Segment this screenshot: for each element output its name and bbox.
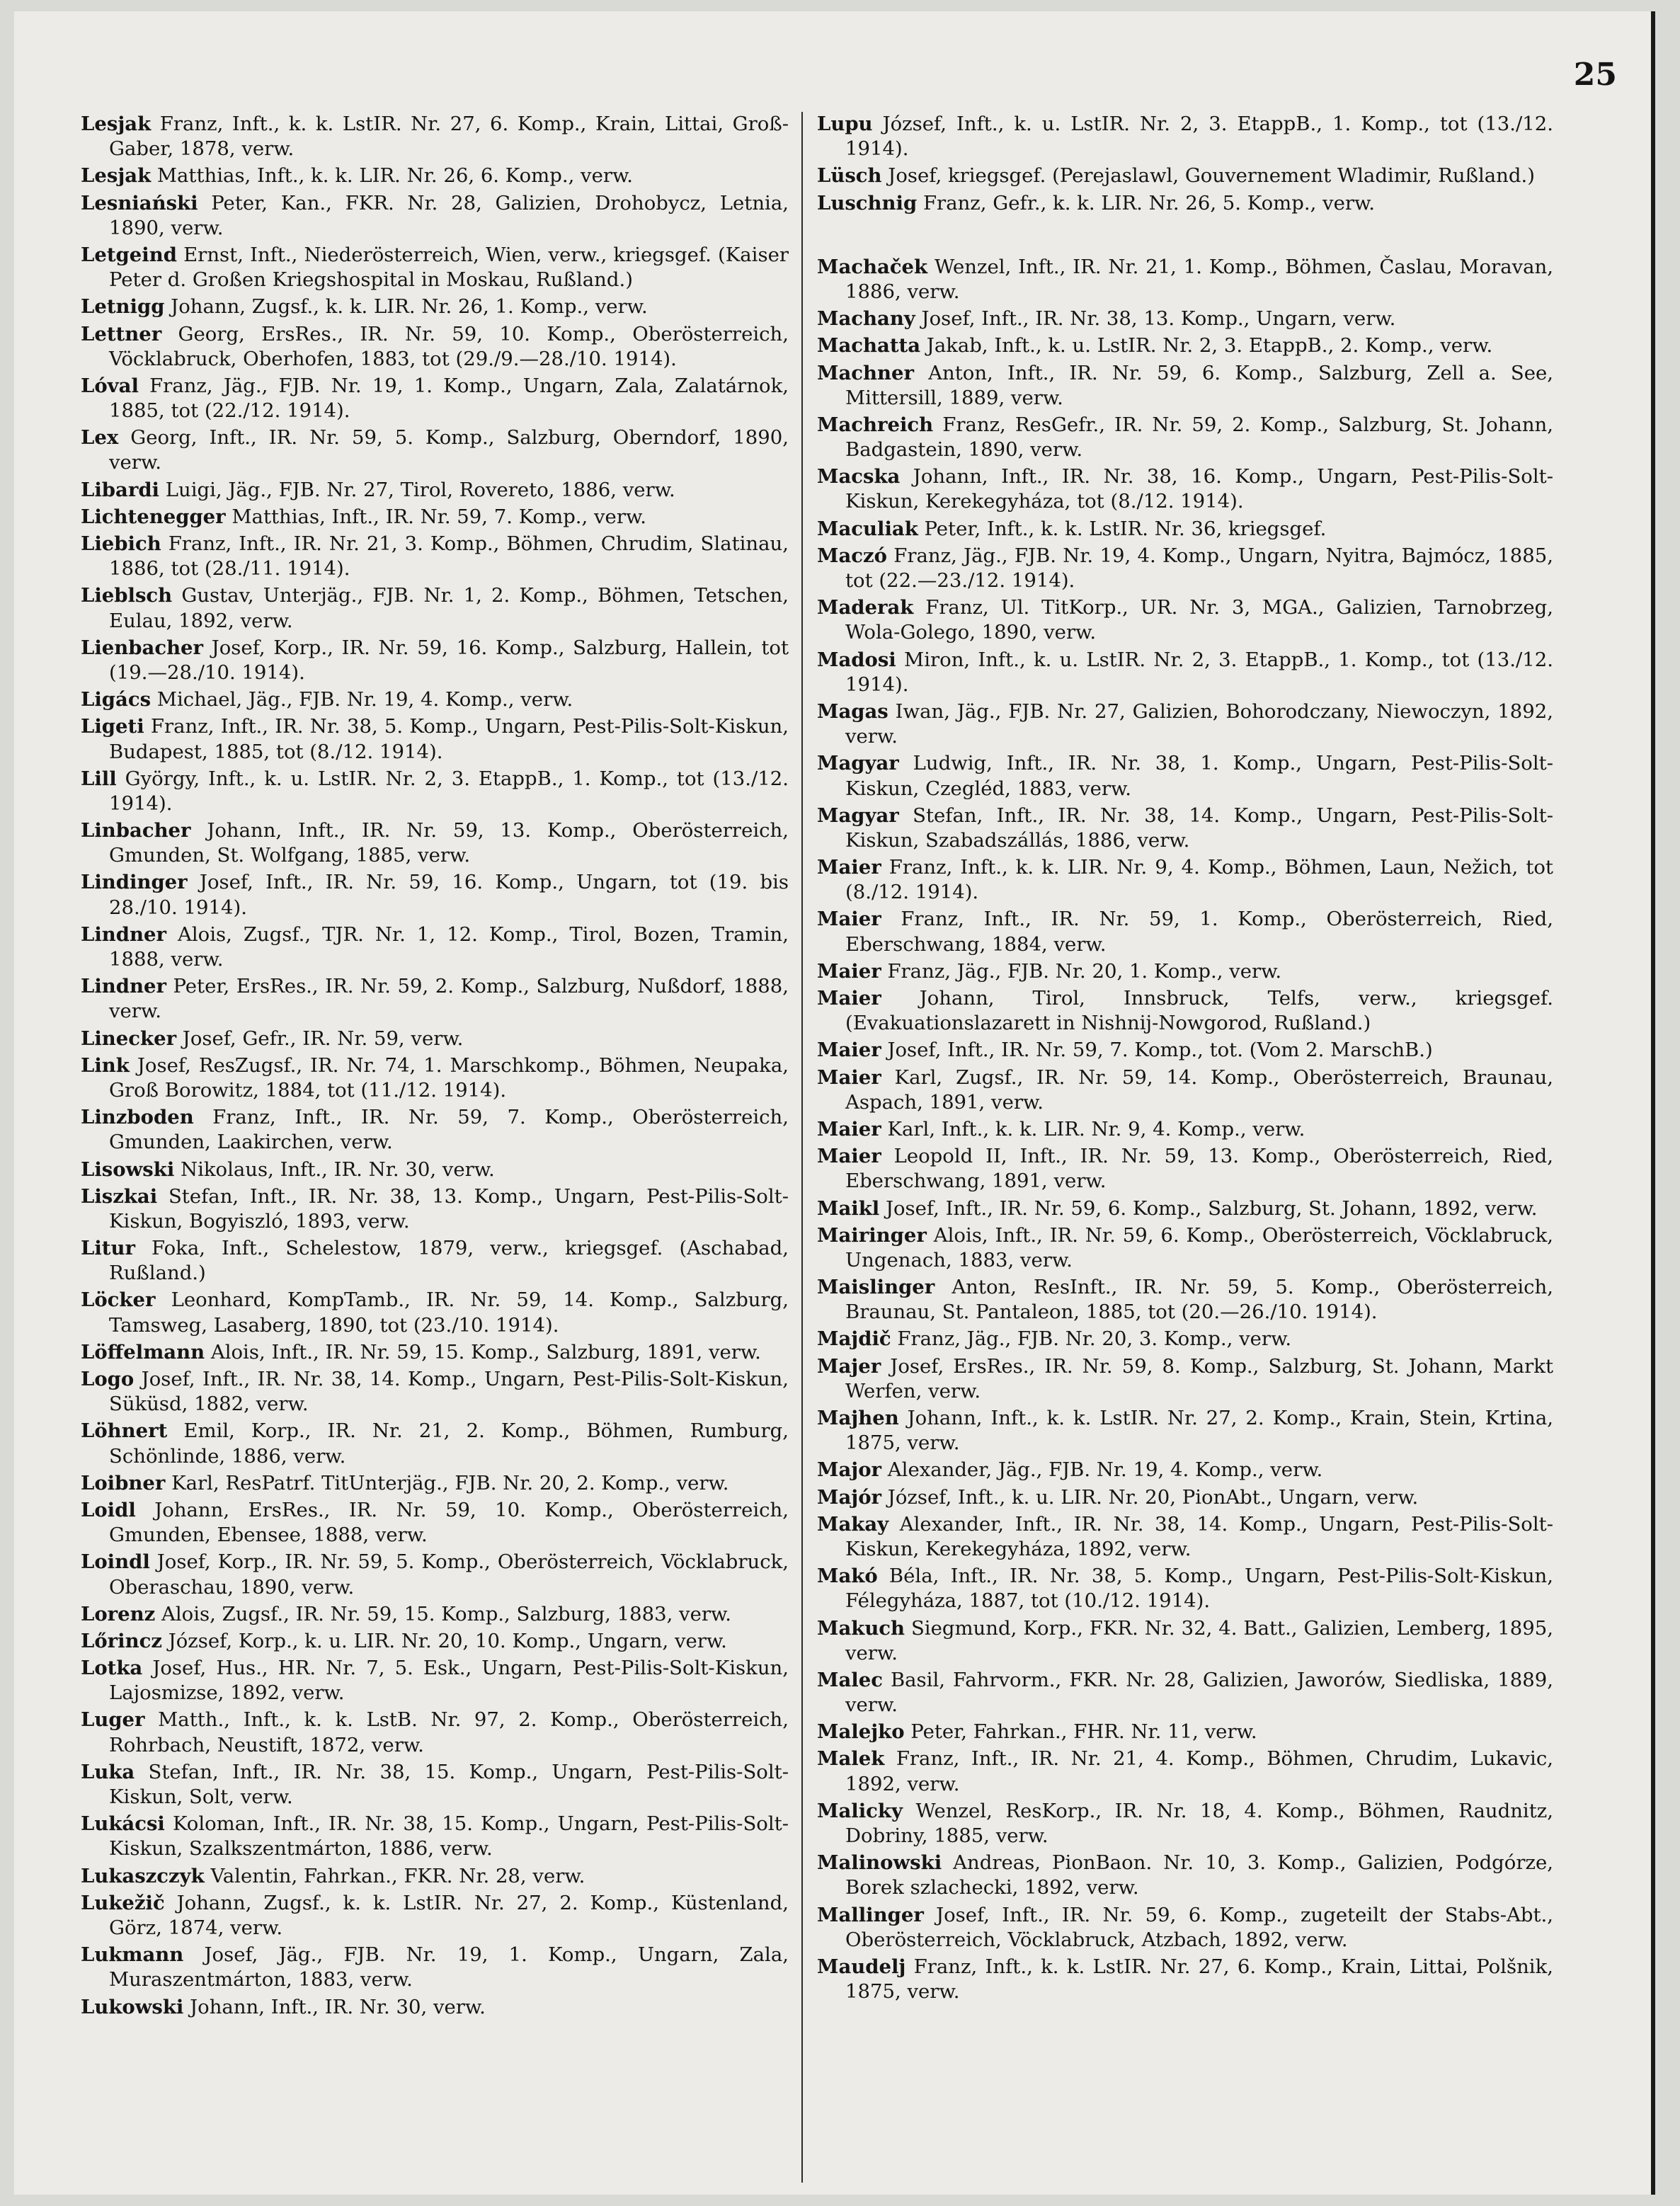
entry-details: Johann, ErsRes., IR. Nr. 59, 10. Komp., Oberösterreich, Gmunden, Ebensee, 1888, verw. (109, 1498, 789, 1547)
entry-surname: Maier (817, 1065, 881, 1089)
register-entry (81, 1656, 789, 1705)
entry-surname: Majór (817, 1485, 882, 1509)
entry-surname: Lukmann (81, 1943, 184, 1967)
entry-surname: Liszkai (81, 1184, 158, 1208)
register-entry (81, 1236, 789, 1286)
register-entry (817, 1327, 1553, 1351)
entry-details: Stefan, Inft., IR. Nr. 38, 15. Komp., Ungarn, Pest-Pilis-Solt-Kiskun, Solt, verw. (109, 1760, 789, 1808)
register-entry (817, 1799, 1553, 1848)
entry-surname: Machaček (817, 255, 928, 278)
register-entry (81, 1498, 789, 1548)
register-entry (817, 112, 1553, 161)
register-entry (817, 699, 1553, 749)
register-entry (817, 1196, 1553, 1221)
entry-details: Josef, Inft., IR. Nr. 59, 6. Komp., zugeteilt der Stabs-Abt., Oberösterreich, Vöcklabruck, Atzbach, 1892, verw. (845, 1903, 1553, 1951)
entry-surname: Machreich (817, 413, 934, 436)
entry-details: József, Inft., k. u. LstIR. Nr. 2, 3. EtappB., 1. Komp., tot (13./12. 1914). (845, 113, 1553, 161)
entry-details: Johann, Zugsf., k. k. LstIR. Nr. 27, 2. Komp., Küstenland, Görz, 1874, verw. (109, 1891, 789, 1939)
entry-details: Karl, Zugsf., IR. Nr. 59, 14. Komp., Oberösterreich, Braunau, Aspach, 1891, verw. (845, 1065, 1553, 1114)
entry-surname: Löffelmann (81, 1340, 205, 1364)
entry-surname: Machany (817, 307, 915, 331)
entry-details: Georg, Inft., IR. Nr. 59, 5. Komp., Salzburg, Oberndorf, 1890, verw. (109, 426, 789, 474)
register-entry (81, 1943, 789, 1992)
entry-details: Alois, Inft., IR. Nr. 59, 6. Komp., Oberösterreich, Vöcklabruck, Ungenach, 1883, verw. (845, 1223, 1553, 1271)
entry-details: Michael, Jäg., FJB. Nr. 19, 4. Komp., verw. (151, 688, 573, 711)
entry-details: Josef, Korp., IR. Nr. 59, 5. Komp., Oberösterreich, Vöcklabruck, Oberaschau, 1890, verw. (109, 1550, 789, 1599)
register-entry (817, 1144, 1553, 1194)
entry-details: Peter, Kan., FKR. Nr. 28, Galizien, Drohobycz, Letnia, 1890, verw. (109, 191, 789, 239)
entry-surname: Linbacher (81, 819, 191, 842)
column-divider (801, 112, 803, 2183)
entry-surname: Loindl (81, 1550, 150, 1574)
entry-surname: Lukežič (81, 1891, 165, 1914)
entry-details: Koloman, Inft., IR. Nr. 38, 15. Komp., Ungarn, Pest-Pilis-Solt-Kiskun, Szalkszentmárton, 1886, verw. (109, 1812, 789, 1861)
entry-details: Johann, Inft., IR. Nr. 59, 13. Komp., Oberösterreich, Gmunden, St. Wolfgang, 1885, verw. (109, 819, 789, 867)
entry-surname: Lukowski (81, 1995, 184, 2018)
entry-surname: Magyar (817, 752, 899, 775)
entry-details: Nikolaus, Inft., IR. Nr. 30, verw. (174, 1158, 495, 1181)
register-entry (817, 1065, 1553, 1115)
entry-details: Peter, ErsRes., IR. Nr. 59, 2. Komp., Salzburg, Nußdorf, 1888, verw. (109, 975, 789, 1023)
entry-details: Stefan, Inft., IR. Nr. 38, 14. Komp., Ungarn, Pest-Pilis-Solt-Kiskun, Szabadszállás, 1886, verw. (845, 804, 1553, 852)
right-column (817, 112, 1553, 2193)
entry-surname: Letgeind (81, 243, 177, 266)
entry-details: Gustav, Unterjäg., FJB. Nr. 1, 2. Komp., Böhmen, Tetschen, Eulau, 1892, verw. (109, 584, 789, 632)
register-entry (81, 1864, 789, 1889)
register-entry (817, 1851, 1553, 1900)
page-number: 25 (1573, 57, 1617, 93)
entry-surname: Macska (817, 465, 901, 488)
register-entry (817, 1485, 1553, 1510)
entry-surname: Lotka (81, 1657, 143, 1680)
register-entry (817, 751, 1553, 801)
entry-details: Josef, Inft., IR. Nr. 38, 13. Komp., Ungarn, verw. (915, 307, 1396, 331)
entry-details: Franz, Jäg., FJB. Nr. 20, 1. Komp., verw. (881, 959, 1282, 983)
entry-surname: Maier (817, 856, 881, 879)
entry-details: Béla, Inft., IR. Nr. 38, 5. Komp., Ungarn, Pest-Pilis-Solt-Kiskun, Félegyháza, 1887, tot (10./12. 1914). (845, 1565, 1553, 1613)
entry-details: József, Inft., k. u. LIR. Nr. 20, PionAbt., Ungarn, verw. (881, 1485, 1419, 1509)
entry-details: Georg, ErsRes., IR. Nr. 59, 10. Komp., Oberösterreich, Vöcklabruck, Oberhofen, 1883, tot (29./9.—28./10. 1914). (109, 322, 789, 370)
register-entry (817, 1512, 1553, 1562)
register-entry (81, 583, 789, 633)
entry-details: Alexander, Jäg., FJB. Nr. 19, 4. Komp., verw. (881, 1458, 1323, 1482)
register-entry (817, 544, 1553, 593)
entry-details: Anton, ResInft., IR. Nr. 59, 5. Komp., Oberösterreich, Braunau, St. Pantaleon, 1885, tot (20.—26./10. 1914). (845, 1276, 1553, 1324)
register-entry (81, 374, 789, 423)
entry-surname: Lisowski (81, 1158, 175, 1181)
register-entry (81, 1027, 789, 1051)
entry-surname: Makay (817, 1512, 889, 1536)
register-entry (81, 322, 789, 372)
register-entry (817, 1223, 1553, 1273)
register-entry (817, 907, 1553, 956)
entry-surname: Maier (817, 959, 881, 983)
entry-surname: Lupu (817, 113, 873, 135)
register-entry (81, 922, 789, 972)
register-entry (817, 1117, 1553, 1142)
entry-surname: Lindinger (81, 871, 188, 894)
entry-surname: Lex (81, 426, 119, 450)
register-entry (817, 164, 1553, 188)
entry-details: Ernst, Inft., Niederösterreich, Wien, verw., kriegsgef. (Kaiser Peter d. Großen Kriegshospital in Moskau, Rußland.) (109, 243, 789, 292)
entry-details: Franz, Jäg., FJB. Nr. 20, 3. Komp., verw. (891, 1327, 1292, 1351)
entry-details: Wenzel, ResKorp., IR. Nr. 18, 4. Komp., Böhmen, Raudnitz, Dobriny, 1885, verw. (845, 1799, 1553, 1847)
register-entry (81, 505, 789, 530)
entry-surname: Makó (817, 1565, 878, 1588)
register-entry (817, 464, 1553, 514)
entry-details: Leopold II, Inft., IR. Nr. 59, 13. Komp., Oberösterreich, Ried, Eberschwang, 1891, verw. (845, 1145, 1553, 1193)
entry-surname: Lüsch (817, 164, 882, 188)
entry-surname: Löhnert (81, 1419, 168, 1443)
entry-surname: Mairinger (817, 1223, 927, 1247)
entry-surname: Ligeti (81, 715, 144, 738)
entry-details: Josef, kriegsgef. (Perejaslawl, Gouvernement Wladimir, Rußland.) (881, 164, 1535, 188)
entry-surname: Lettner (81, 322, 162, 345)
entry-surname: Maczó (817, 544, 887, 567)
entry-details: Matthias, Inft., k. k. LIR. Nr. 26, 6. Komp., verw. (151, 164, 634, 188)
entry-surname: Malinowski (817, 1851, 942, 1875)
register-entry (817, 1354, 1553, 1404)
register-entry (817, 1903, 1553, 1953)
entry-details: Andreas, PionBaon. Nr. 10, 3. Komp., Galizien, Podgórze, Borek szlachecki, 1892, verw. (845, 1851, 1553, 1899)
entry-details: Johann, Inft., IR. Nr. 30, verw. (183, 1995, 486, 2018)
entry-details: Josef, Jäg., FJB. Nr. 19, 1. Komp., Ungarn, Zala, Muraszentmárton, 1883, verw. (109, 1943, 789, 1991)
entry-surname: Malek (817, 1747, 885, 1771)
entry-surname: Maier (817, 1145, 881, 1168)
document-page (14, 11, 1655, 2195)
entry-surname: Lesniański (81, 191, 198, 215)
register-entry (817, 255, 1553, 304)
entry-surname: Majdič (817, 1327, 891, 1351)
entry-details: Josef, ResZugsf., IR. Nr. 74, 1. Marschkomp., Böhmen, Neupaka, Groß Borowitz, 1884, tot (11./12. 1914). (109, 1053, 789, 1102)
entry-details: Matthias, Inft., IR. Nr. 59, 7. Komp., verw. (225, 505, 646, 528)
entry-details: Peter, Fahrkan., FHR. Nr. 11, verw. (904, 1720, 1257, 1744)
entry-surname: Maikl (817, 1196, 880, 1220)
entry-surname: Malicky (817, 1799, 903, 1822)
entry-surname: Machatta (817, 334, 921, 358)
register-entry (81, 1367, 789, 1417)
entry-surname: Magas (817, 699, 888, 723)
register-entry (81, 1550, 789, 1599)
entry-surname: Link (81, 1053, 130, 1077)
register-entry (81, 1158, 789, 1182)
entry-surname: Logo (81, 1368, 135, 1390)
register-entry (817, 1564, 1553, 1613)
register-entry (817, 648, 1553, 697)
entry-surname: Malec (817, 1668, 883, 1691)
register-entry (817, 361, 1553, 411)
entry-details: Franz, Inft., k. k. LstIR. Nr. 27, 6. Komp., Krain, Littai, Groß-Gaber, 1878, verw. (109, 113, 789, 161)
entry-details: Wenzel, Inft., IR. Nr. 21, 1. Komp., Böhmen, Časlau, Moravan, 1886, verw. (845, 255, 1553, 303)
register-entry (81, 636, 789, 685)
register-entry (81, 1288, 789, 1337)
entry-surname: Malejko (817, 1720, 905, 1744)
entry-details: Franz, Inft., IR. Nr. 21, 3. Komp., Böhmen, Chrudim, Slatinau, 1886, tot (28./11. 1914). (109, 532, 789, 581)
entry-details: Emil, Korp., IR. Nr. 21, 2. Komp., Böhmen, Rumburg, Schönlinde, 1886, verw. (109, 1419, 789, 1468)
entry-surname: Maudelj (817, 1955, 906, 1978)
entry-surname: Loidl (81, 1498, 136, 1521)
register-entry (81, 687, 789, 712)
entry-details: Alois, Zugsf., IR. Nr. 59, 15. Komp., Salzburg, 1883, verw. (155, 1602, 732, 1625)
entry-details: Franz, ResGefr., IR. Nr. 59, 2. Komp., Salzburg, St. Johann, Badgastein, 1890, verw. (845, 413, 1553, 462)
register-entry (817, 1275, 1553, 1325)
entry-details: Johann, Tirol, Innsbruck, Telfs, verw., kriegsgef. (Evakuationslazarett in Nishnij-Nowgorod, Rußland.) (845, 987, 1553, 1035)
register-entry (81, 1995, 789, 2020)
entry-details: Franz, Inft., IR. Nr. 59, 1. Komp., Oberösterreich, Ried, Eberschwang, 1884, verw. (845, 908, 1553, 956)
entry-details: Anton, Inft., IR. Nr. 59, 6. Komp., Salzburg, Zell a. See, Mittersill, 1889, verw. (845, 361, 1553, 409)
entry-surname: Loibner (81, 1471, 166, 1495)
entry-surname: Liebich (81, 532, 161, 555)
entry-details: Franz, Jäg., FJB. Nr. 19, 4. Komp., Ungarn, Nyitra, Bajmócz, 1885, tot (22.—23./12. 1914). (845, 544, 1553, 592)
entry-surname: Lienbacher (81, 636, 204, 659)
register-entry (81, 478, 789, 503)
entry-surname: Maier (817, 908, 881, 931)
entry-details: Josef, Gefr., IR. Nr. 59, verw. (176, 1027, 464, 1050)
entry-surname: Lichtenegger (81, 505, 226, 528)
entry-details: Josef, Inft., IR. Nr. 59, 16. Komp., Ungarn, tot (19. bis 28./10. 1914). (109, 871, 789, 919)
entry-surname: Löcker (81, 1288, 156, 1312)
entry-surname: Libardi (81, 478, 159, 501)
entry-surname: Mallinger (817, 1903, 924, 1926)
entry-details: Alois, Inft., IR. Nr. 59, 15. Komp., Salzburg, 1891, verw. (205, 1340, 761, 1364)
entry-details: Alexander, Inft., IR. Nr. 38, 14. Komp., Ungarn, Pest-Pilis-Solt-Kiskun, Kerekegyháza, 1892, verw. (845, 1512, 1553, 1560)
left-column (81, 112, 789, 2193)
entry-surname: Maier (817, 1039, 881, 1062)
entry-surname: Lesjak (81, 113, 152, 135)
entry-surname: Luger (81, 1708, 145, 1732)
entry-surname: Maculiak (817, 517, 918, 540)
entry-surname: Majer (817, 1354, 881, 1378)
entry-details: Johann, Inft., IR. Nr. 38, 16. Komp., Ungarn, Pest-Pilis-Solt-Kiskun, Kerekegyháza, tot (8./12. 1914). (845, 465, 1553, 513)
register-entry (81, 1419, 789, 1468)
entry-details: Franz, Inft., IR. Nr. 38, 5. Komp., Ungarn, Pest-Pilis-Solt-Kiskun, Budapest, 1885, tot (8./12. 1914). (109, 715, 789, 763)
entry-details: Miron, Inft., k. u. LstIR. Nr. 2, 3. EtappB., 1. Komp., tot (13./12. 1914). (845, 648, 1553, 696)
entry-details: Josef, ErsRes., IR. Nr. 59, 8. Komp., Salzburg, St. Johann, Markt Werfen, verw. (845, 1354, 1553, 1402)
entry-details: Karl, Inft., k. k. LIR. Nr. 9, 4. Komp., verw. (881, 1117, 1305, 1141)
entry-surname: Lukaszczyk (81, 1864, 205, 1887)
entry-surname: Lesjak (81, 164, 152, 188)
entry-surname: Lorenz (81, 1602, 156, 1625)
entry-surname: Lukácsi (81, 1812, 165, 1836)
entry-surname: Machner (817, 361, 914, 384)
register-entry (81, 767, 789, 816)
entry-details: Franz, Jäg., FJB. Nr. 19, 1. Komp., Ungarn, Zala, Zalatárnok, 1885, tot (22./12. 1914). (109, 374, 789, 423)
entry-details: Josef, Korp., IR. Nr. 59, 16. Komp., Salzburg, Hallein, tot (19.—28./10. 1914). (109, 636, 789, 684)
section-gap (817, 218, 1553, 255)
entry-details: Jakab, Inft., k. u. LstIR. Nr. 2, 3. EtappB., 2. Komp., verw. (920, 334, 1493, 358)
entry-details: Josef, Inft., IR. Nr. 59, 6. Komp., Salzburg, St. Johann, 1892, verw. (879, 1196, 1538, 1220)
entry-details: Stefan, Inft., IR. Nr. 38, 13. Komp., Ungarn, Pest-Pilis-Solt-Kiskun, Bogyiszló, 1893, verw. (109, 1184, 789, 1233)
register-entry (817, 1458, 1553, 1482)
entry-surname: Magyar (817, 804, 899, 827)
entry-details: Siegmund, Korp., FKR. Nr. 32, 4. Batt., Galizien, Lemberg, 1895, verw. (845, 1616, 1553, 1664)
register-entry (81, 1760, 789, 1810)
register-entry (81, 1708, 789, 1757)
entry-details: Franz, Inft., k. k. LIR. Nr. 9, 4. Komp., Böhmen, Laun, Nežich, tot (8./12. 1914). (845, 856, 1553, 904)
register-entry (817, 855, 1553, 905)
entry-details: Luigi, Jäg., FJB. Nr. 27, Tirol, Rovereto, 1886, verw. (159, 478, 675, 501)
register-entry (81, 112, 789, 161)
entry-surname: Maislinger (817, 1276, 935, 1299)
register-entry (81, 1812, 789, 1861)
register-entry (81, 974, 789, 1024)
entry-surname: Lindner (81, 922, 166, 946)
register-entry (81, 1602, 789, 1627)
entry-details: György, Inft., k. u. LstIR. Nr. 2, 3. EtappB., 1. Komp., tot (13./12. 1914). (109, 767, 789, 815)
entry-surname: Lóval (81, 374, 139, 397)
register-entry (81, 1891, 789, 1941)
entry-surname: Linecker (81, 1027, 177, 1050)
register-entry (817, 959, 1553, 984)
entry-surname: Makuch (817, 1616, 905, 1640)
entry-details: Matth., Inft., k. k. LstB. Nr. 97, 2. Komp., Oberösterreich, Rohrbach, Neustift, 1872, verw. (109, 1708, 789, 1756)
register-entry (81, 295, 789, 319)
entry-details: Franz, Ul. TitKorp., UR. Nr. 3, MGA., Galizien, Tarnobrzeg, Wola-Golego, 1890, verw. (845, 596, 1553, 644)
entry-surname: Majhen (817, 1407, 899, 1429)
register-entry (817, 986, 1553, 1036)
entry-details: Franz, Gefr., k. k. LIR. Nr. 26, 5. Komp., verw. (917, 191, 1376, 215)
entry-details: Franz, Inft., IR. Nr. 59, 7. Komp., Oberösterreich, Gmunden, Laakirchen, verw. (109, 1106, 789, 1154)
entry-details: Franz, Inft., IR. Nr. 21, 4. Komp., Böhmen, Chrudim, Lukavic, 1892, verw. (845, 1747, 1553, 1795)
entry-details: Johann, Zugsf., k. k. LIR. Nr. 26, 1. Komp., verw. (164, 295, 648, 319)
entry-surname: Madosi (817, 648, 896, 671)
register-entry (817, 1720, 1553, 1744)
register-entry (81, 532, 789, 581)
register-entry (81, 818, 789, 868)
register-entry (817, 333, 1553, 358)
register-entry (81, 425, 789, 475)
entry-surname: Lill (81, 767, 117, 790)
entry-details: Leonhard, KompTamb., IR. Nr. 59, 14. Komp., Salzburg, Tamsweg, Lasaberg, 1890, tot (23./10. 1914). (109, 1288, 789, 1337)
register-entry (81, 1340, 789, 1365)
register-entry (81, 191, 789, 241)
entry-surname: Litur (81, 1237, 135, 1260)
register-entry (817, 517, 1553, 542)
entry-details: Foka, Inft., Schelestow, 1879, verw., kriegsgef. (Aschabad, Rußland.) (109, 1237, 789, 1285)
register-entry (817, 191, 1553, 216)
entry-surname: Maderak (817, 596, 914, 619)
entry-surname: Letnigg (81, 295, 165, 319)
entry-surname: Lindner (81, 975, 166, 998)
register-entry (81, 1184, 789, 1234)
entry-details: Franz, Inft., k. k. LstIR. Nr. 27, 6. Komp., Krain, Littai, Polšnik, 1875, verw. (845, 1955, 1553, 2004)
register-entry (817, 1955, 1553, 2004)
entry-details: Josef, Inft., IR. Nr. 38, 14. Komp., Ungarn, Pest-Pilis-Solt-Kiskun, Süküsd, 1882, verw. (109, 1368, 789, 1416)
entry-details: Josef, Inft., IR. Nr. 59, 7. Komp., tot. (Vom 2. MarschB.) (881, 1039, 1433, 1062)
entry-surname: Maier (817, 1117, 881, 1141)
entry-surname: Luschnig (817, 191, 918, 215)
register-entry (81, 1629, 789, 1654)
entry-details: Josef, Hus., HR. Nr. 7, 5. Esk., Ungarn, Pest-Pilis-Solt-Kiskun, Lajosmizse, 1892, verw. (109, 1657, 789, 1705)
register-entry (817, 1406, 1553, 1456)
entry-details: Valentin, Fahrkan., FKR. Nr. 28, verw. (204, 1864, 585, 1887)
register-entry (817, 804, 1553, 853)
entry-surname: Lőrincz (81, 1629, 162, 1652)
entry-details: Peter, Inft., k. k. LstIR. Nr. 36, kriegsgef. (918, 517, 1327, 540)
register-entry (81, 1053, 789, 1103)
register-entry (81, 243, 789, 292)
entry-surname: Linzboden (81, 1106, 194, 1129)
entry-surname: Luka (81, 1760, 135, 1783)
register-entry (817, 1616, 1553, 1666)
entry-surname: Lieblsch (81, 584, 173, 607)
entry-details: Ludwig, Inft., IR. Nr. 38, 1. Komp., Ungarn, Pest-Pilis-Solt-Kiskun, Czegléd, 1883, verw. (845, 752, 1553, 800)
entry-surname: Maier (817, 987, 881, 1010)
entry-details: József, Korp., k. u. LIR. Nr. 20, 10. Komp., Ungarn, verw. (161, 1629, 727, 1652)
register-entry (81, 870, 789, 920)
register-entry (81, 714, 789, 764)
register-entry (817, 413, 1553, 462)
entry-details: Johann, Inft., k. k. LstIR. Nr. 27, 2. Komp., Krain, Stein, Krtina, 1875, verw. (845, 1407, 1553, 1455)
register-entry (817, 307, 1553, 331)
register-entry (817, 1668, 1553, 1718)
entry-details: Basil, Fahrvorm., FKR. Nr. 28, Galizien, Jaworów, Siedliska, 1889, verw. (845, 1668, 1553, 1717)
entry-details: Karl, ResPatrf. TitUnterjäg., FJB. Nr. 20, 2. Komp., verw. (165, 1471, 729, 1495)
entry-surname: Ligács (81, 688, 152, 711)
entry-surname: Major (817, 1458, 882, 1482)
register-entry (81, 1471, 789, 1496)
register-entry (817, 1038, 1553, 1063)
register-entry (81, 1105, 789, 1155)
register-entry (817, 595, 1553, 645)
register-entry (81, 164, 789, 188)
register-entry (817, 1747, 1553, 1796)
entry-details: Iwan, Jäg., FJB. Nr. 27, Galizien, Bohorodczany, Niewoczyn, 1892, verw. (845, 699, 1553, 748)
entry-details: Alois, Zugsf., TJR. Nr. 1, 12. Komp., Tirol, Bozen, Tramin, 1888, verw. (109, 922, 789, 971)
